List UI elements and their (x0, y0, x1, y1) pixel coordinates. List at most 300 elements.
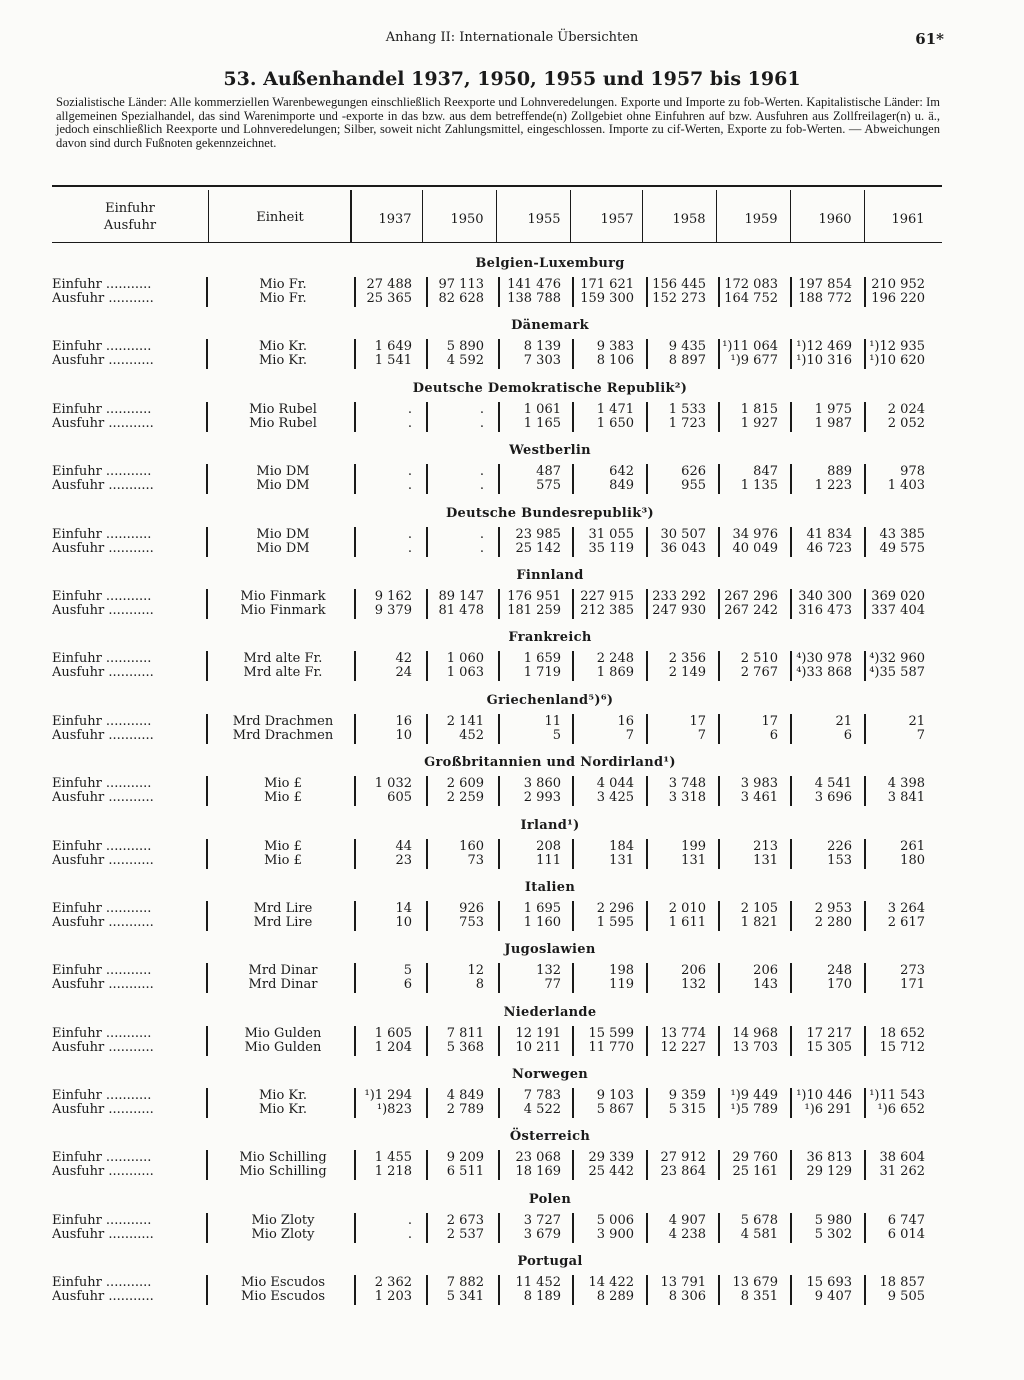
value-cell: 1 223 (814, 478, 852, 494)
import-row (0, 964, 1024, 978)
value-cell: 3 841 (887, 790, 925, 806)
value-cell: 1 815 (740, 401, 778, 417)
unit-cell: Mio Escudos (240, 1289, 326, 1305)
value-column-bar (572, 1088, 574, 1118)
value-cell: 2 609 (446, 776, 484, 792)
value-cell: 3 900 (596, 1226, 634, 1242)
country-name: Finnland (516, 567, 584, 583)
value-cell: 7 (625, 727, 634, 743)
label-column-bar (206, 1213, 208, 1243)
value-cell: ¹)10 446 (796, 1088, 852, 1104)
value-cell: 210 952 (871, 277, 925, 292)
row-label-ausfuhr: Ausfuhr ........... (52, 292, 154, 306)
unit-cell: Mio Zloty (251, 1212, 315, 1228)
unit-cell: Mio Rubel (249, 415, 317, 431)
value-cell: 3 318 (668, 790, 706, 806)
row-label-einfuhr: Einfuhr ........... (52, 839, 152, 854)
value-column-bar (646, 402, 648, 432)
unit-cell: Mrd Dinar (248, 977, 318, 993)
value-column-bar (498, 1088, 500, 1118)
value-cell: 8 306 (668, 1289, 706, 1305)
value-cell: 29 129 (806, 1164, 852, 1180)
value-cell: ⁴)32 960 (869, 651, 925, 667)
value-cell: 14 (395, 900, 412, 916)
export-row (0, 1165, 1024, 1179)
country-name: Portugal (517, 1254, 583, 1270)
value-cell: 42 (395, 651, 412, 667)
value-cell: 23 (395, 852, 412, 868)
value-cell: 36 043 (660, 540, 706, 556)
row-label-einfuhr: Einfuhr ........... (52, 465, 152, 480)
unit-cell: Mio £ (264, 790, 302, 806)
value-cell: 2 248 (596, 651, 634, 667)
value-column-bar (498, 527, 500, 557)
value-cell: 131 (681, 852, 706, 868)
value-cell: 38 604 (879, 1150, 925, 1166)
value-column-bar (646, 651, 648, 681)
value-cell: 170 (827, 977, 852, 993)
row-label-einfuhr: Einfuhr ........... (52, 1151, 152, 1166)
value-cell: 13 774 (660, 1025, 706, 1041)
value-column-bar (498, 277, 500, 307)
value-cell: ¹)6 652 (877, 1102, 925, 1118)
value-column-bar (718, 963, 720, 993)
value-cell: 2 149 (668, 665, 706, 681)
import-row (0, 1151, 1024, 1165)
value-column-bar (790, 589, 792, 619)
value-column-bar (864, 651, 866, 681)
value-column-bar (426, 1026, 428, 1056)
value-cell: 2 141 (446, 713, 484, 729)
row-label-ausfuhr: Ausfuhr ........... (52, 1103, 154, 1118)
value-cell: 206 (753, 963, 778, 979)
value-column-bar (498, 1150, 500, 1180)
country-block (0, 318, 1024, 380)
import-row (0, 1089, 1024, 1103)
value-column-bar (426, 589, 428, 619)
label-column-bar (206, 1026, 208, 1056)
value-cell: 131 (753, 852, 778, 868)
value-cell: 3 264 (887, 900, 925, 916)
unit-cell: Mio Fr. (259, 277, 307, 292)
value-cell: 247 930 (652, 602, 706, 618)
value-cell: 25 442 (588, 1164, 634, 1180)
running-head (0, 30, 1024, 50)
value-cell: . (407, 415, 412, 431)
value-cell: 4 541 (814, 776, 852, 792)
value-cell: . (479, 540, 484, 556)
value-cell: . (479, 415, 484, 431)
value-cell: 4 849 (446, 1088, 484, 1104)
value-column-bar (718, 839, 720, 869)
value-cell: 21 (835, 713, 852, 729)
value-column-bar (646, 776, 648, 806)
value-cell: 159 300 (580, 291, 634, 306)
value-cell: 1 605 (374, 1025, 412, 1041)
value-cell: 172 083 (724, 277, 778, 292)
value-column-bar (646, 1026, 648, 1056)
value-cell: 8 (475, 977, 484, 993)
country-block (0, 568, 1024, 630)
value-cell: 18 169 (515, 1164, 561, 1180)
value-cell: 5 (552, 727, 561, 743)
value-column-bar (864, 464, 866, 494)
value-cell: 25 161 (732, 1164, 778, 1180)
value-cell: 5 867 (596, 1102, 634, 1118)
value-cell: ¹)10 316 (796, 353, 852, 369)
row-label-ausfuhr: Ausfuhr ........... (52, 791, 154, 806)
unit-cell: Mio Kr. (258, 339, 308, 355)
value-cell: 2 280 (814, 914, 852, 930)
value-column-bar (790, 339, 792, 369)
value-cell: 1 541 (374, 353, 412, 369)
value-column-bar (864, 1026, 866, 1056)
value-cell: 487 (536, 464, 561, 480)
value-column-bar (354, 839, 356, 869)
value-column-bar (646, 839, 648, 869)
header-column-divider (716, 190, 717, 242)
value-column-bar (790, 1275, 792, 1305)
value-column-bar (572, 527, 574, 557)
value-cell: 36 813 (806, 1150, 852, 1166)
value-cell: 978 (900, 464, 925, 480)
value-column-bar (646, 963, 648, 993)
value-column-bar (354, 901, 356, 931)
value-cell: ¹)12 469 (796, 339, 852, 355)
label-column-bar (206, 277, 208, 307)
value-column-bar (572, 714, 574, 744)
value-column-bar (426, 839, 428, 869)
country-name: Westberlin (509, 443, 591, 459)
value-cell: 23 985 (515, 526, 561, 542)
value-cell: . (407, 401, 412, 417)
value-cell: 1 060 (446, 651, 484, 667)
unit-cell: Mrd alte Fr. (243, 651, 323, 667)
country-name: Belgien-Luxemburg (475, 256, 625, 271)
header-column-divider (422, 190, 423, 242)
value-cell: 1 063 (446, 665, 484, 681)
value-cell: 4 907 (668, 1212, 706, 1228)
value-column-bar (790, 776, 792, 806)
value-column-bar (864, 776, 866, 806)
value-cell: 847 (753, 464, 778, 480)
value-cell: 7 811 (446, 1025, 484, 1041)
unit-cell: Mio £ (264, 776, 302, 792)
value-cell: ¹)11 064 (722, 339, 778, 355)
header-column-divider (496, 190, 497, 242)
value-column-bar (718, 277, 720, 307)
row-label-ausfuhr: Ausfuhr ........... (52, 1290, 154, 1305)
value-cell: 81 478 (438, 602, 484, 618)
value-cell: 7 882 (446, 1275, 484, 1291)
value-cell: 23 068 (515, 1150, 561, 1166)
running-head-text: Anhang II: Internationale Übersichten (385, 30, 639, 45)
value-cell: . (407, 478, 412, 494)
value-cell: 16 (617, 713, 634, 729)
value-cell: 1 165 (523, 415, 561, 431)
value-cell: 8 189 (523, 1289, 561, 1305)
value-cell: 13 703 (732, 1039, 778, 1055)
row-label-ausfuhr: Ausfuhr ........... (52, 853, 154, 868)
export-row (0, 604, 1024, 618)
value-column-bar (354, 589, 356, 619)
value-cell: 15 712 (879, 1039, 925, 1055)
value-column-bar (864, 339, 866, 369)
value-cell: 31 055 (588, 526, 634, 542)
country-block (0, 1129, 1024, 1191)
value-cell: 3 860 (523, 776, 561, 792)
value-cell: 261 (900, 838, 925, 854)
value-cell: 248 (827, 963, 852, 979)
value-cell: 233 292 (652, 588, 706, 604)
value-cell: 926 (459, 900, 484, 916)
value-column-bar (498, 339, 500, 369)
label-column-bar (206, 1088, 208, 1118)
value-column-bar (572, 1275, 574, 1305)
value-column-bar (864, 1150, 866, 1180)
value-cell: 5 890 (446, 339, 484, 355)
value-column-bar (790, 901, 792, 931)
value-cell: 6 511 (446, 1164, 484, 1180)
value-column-bar (354, 1088, 356, 1118)
label-column-bar (206, 839, 208, 869)
import-row (0, 1027, 1024, 1041)
value-column-bar (498, 464, 500, 494)
value-cell: 1 595 (596, 914, 634, 930)
value-cell: 2 259 (446, 790, 484, 806)
value-column-bar (718, 1213, 720, 1243)
export-row (0, 417, 1024, 431)
value-cell: 82 628 (438, 291, 484, 306)
value-column-bar (572, 901, 574, 931)
export-row (0, 542, 1024, 556)
value-column-bar (718, 339, 720, 369)
year-header: 1961 (891, 212, 925, 227)
country-name: Niederlande (503, 1004, 597, 1020)
header-column-divider (570, 190, 571, 242)
value-cell: 8 289 (596, 1289, 634, 1305)
unit-cell: Mio Rubel (249, 401, 317, 417)
value-cell: 2 510 (740, 651, 778, 667)
column-head-ausfuhr: Ausfuhr (103, 218, 157, 233)
unit-cell: Mio £ (264, 852, 302, 868)
value-column-bar (354, 527, 356, 557)
value-cell: 138 788 (507, 291, 561, 306)
value-cell: ¹)10 620 (869, 353, 925, 369)
value-cell: 16 (395, 713, 412, 729)
value-cell: 17 (689, 713, 706, 729)
value-cell: 1 821 (740, 914, 778, 930)
value-cell: ¹)6 291 (804, 1102, 852, 1118)
value-column-bar (354, 1026, 356, 1056)
value-cell: 141 476 (507, 277, 561, 292)
value-column-bar (646, 901, 648, 931)
value-cell: 180 (900, 852, 925, 868)
row-label-ausfuhr: Ausfuhr ........... (52, 1227, 154, 1242)
value-cell: 626 (681, 464, 706, 480)
value-column-bar (572, 589, 574, 619)
row-label-ausfuhr: Ausfuhr ........... (52, 603, 154, 618)
country-block (0, 630, 1024, 692)
value-cell: 2 993 (523, 790, 561, 806)
value-cell: 196 220 (871, 291, 925, 306)
value-column-bar (498, 839, 500, 869)
export-row (0, 1290, 1024, 1304)
country-block (0, 880, 1024, 942)
value-cell: 5 (403, 963, 412, 979)
label-column-bar (206, 651, 208, 681)
table-title: 53. Außenhandel 1937, 1950, 1955 und 1957 bis 1961 (223, 68, 801, 90)
value-cell: 7 303 (523, 353, 561, 369)
value-cell: 9 379 (374, 602, 412, 618)
value-cell: 9 505 (887, 1289, 925, 1305)
value-cell: 642 (609, 464, 634, 480)
value-column-bar (572, 402, 574, 432)
value-cell: ⁴)35 587 (869, 665, 925, 681)
country-name: Polen (528, 1191, 572, 1207)
value-cell: 1 649 (374, 339, 412, 355)
value-cell: 132 (536, 963, 561, 979)
header-column-divider (642, 190, 643, 242)
value-cell: 206 (681, 963, 706, 979)
header-bottom-rule (52, 242, 942, 243)
unit-cell: Mio Kr. (258, 1102, 308, 1118)
value-column-bar (354, 1213, 356, 1243)
value-column-bar (498, 776, 500, 806)
country-block (0, 1254, 1024, 1316)
value-cell: 44 (395, 838, 412, 854)
value-column-bar (354, 1275, 356, 1305)
label-column-bar (206, 527, 208, 557)
row-label-ausfuhr: Ausfuhr ........... (52, 416, 154, 431)
value-cell: 7 783 (523, 1088, 561, 1104)
value-cell: 5 006 (596, 1212, 634, 1228)
value-cell: 1 061 (523, 401, 561, 417)
unit-cell: Mio Schilling (239, 1164, 327, 1180)
country-name: Frankreich (508, 630, 592, 646)
value-cell: 208 (536, 838, 561, 854)
value-cell: 13 679 (732, 1275, 778, 1291)
value-cell: 10 (395, 914, 412, 930)
value-cell: 2 537 (446, 1226, 484, 1242)
value-cell: 6 (769, 727, 778, 743)
value-column-bar (718, 1150, 720, 1180)
value-column-bar (646, 1150, 648, 1180)
country-block (0, 1067, 1024, 1129)
value-cell: 111 (536, 852, 561, 868)
value-cell: 2 105 (740, 900, 778, 916)
value-cell: . (479, 526, 484, 542)
import-row (0, 590, 1024, 604)
value-column-bar (354, 963, 356, 993)
value-column-bar (864, 839, 866, 869)
row-label-ausfuhr: Ausfuhr ........... (52, 541, 154, 556)
label-column-bar (206, 776, 208, 806)
year-header: 1955 (527, 212, 561, 227)
value-cell: 2 767 (740, 665, 778, 681)
header-column-divider (790, 190, 791, 242)
import-row (0, 715, 1024, 729)
value-column-bar (354, 402, 356, 432)
value-cell: 4 398 (887, 776, 925, 792)
value-cell: 29 339 (588, 1150, 634, 1166)
value-cell: 40 049 (732, 540, 778, 556)
value-column-bar (426, 714, 428, 744)
value-cell: . (407, 526, 412, 542)
import-row (0, 1276, 1024, 1290)
value-cell: 12 191 (515, 1025, 561, 1041)
value-column-bar (426, 402, 428, 432)
value-column-bar (718, 402, 720, 432)
country-block (0, 755, 1024, 817)
value-cell: . (407, 464, 412, 480)
unit-cell: Mrd Drachmen (232, 713, 334, 729)
value-cell: 5 980 (814, 1212, 852, 1228)
import-row (0, 652, 1024, 666)
unit-cell: Mio DM (256, 478, 310, 494)
value-column-bar (572, 1213, 574, 1243)
value-cell: 2 052 (887, 415, 925, 431)
value-cell: 46 723 (806, 540, 852, 556)
value-cell: ¹)1 294 (364, 1088, 412, 1104)
table-top-rule (52, 185, 942, 187)
value-cell: 14 422 (588, 1275, 634, 1291)
value-column-bar (498, 402, 500, 432)
export-row (0, 729, 1024, 743)
value-column-bar (572, 651, 574, 681)
value-cell: 153 (827, 852, 852, 868)
country-block (0, 381, 1024, 443)
value-cell: 9 359 (668, 1088, 706, 1104)
value-cell: ¹)5 789 (730, 1102, 778, 1118)
value-cell: 213 (753, 838, 778, 854)
value-cell: 212 385 (580, 602, 634, 618)
value-cell: . (407, 1212, 412, 1228)
value-column-bar (354, 714, 356, 744)
value-cell: 23 864 (660, 1164, 706, 1180)
row-label-ausfuhr: Ausfuhr ........... (52, 728, 154, 743)
export-row (0, 292, 1024, 306)
value-cell: 18 652 (879, 1025, 925, 1041)
value-cell: 34 976 (732, 526, 778, 542)
value-column-bar (498, 963, 500, 993)
label-column-bar (206, 1150, 208, 1180)
export-row (0, 854, 1024, 868)
country-name: Deutsche Demokratische Republik²) (412, 380, 688, 396)
country-block (0, 506, 1024, 568)
value-column-bar (864, 714, 866, 744)
value-cell: 24 (395, 665, 412, 681)
value-column-bar (790, 1026, 792, 1056)
value-column-bar (718, 776, 720, 806)
value-column-bar (354, 464, 356, 494)
import-row (0, 403, 1024, 417)
value-cell: 1 975 (814, 401, 852, 417)
value-column-bar (354, 776, 356, 806)
header-column-divider (864, 190, 865, 242)
value-column-bar (790, 464, 792, 494)
value-cell: 4 044 (596, 776, 634, 792)
unit-cell: Mrd alte Fr. (243, 665, 323, 681)
value-column-bar (718, 901, 720, 931)
value-cell: 7 (697, 727, 706, 743)
unit-cell: Mio £ (264, 838, 302, 854)
value-column-bar (646, 589, 648, 619)
country-name: Großbritannien und Nordirland¹) (424, 755, 676, 771)
label-column-bar (206, 963, 208, 993)
column-head-einfuhr-ausfuhr (60, 200, 200, 234)
export-row (0, 916, 1024, 930)
